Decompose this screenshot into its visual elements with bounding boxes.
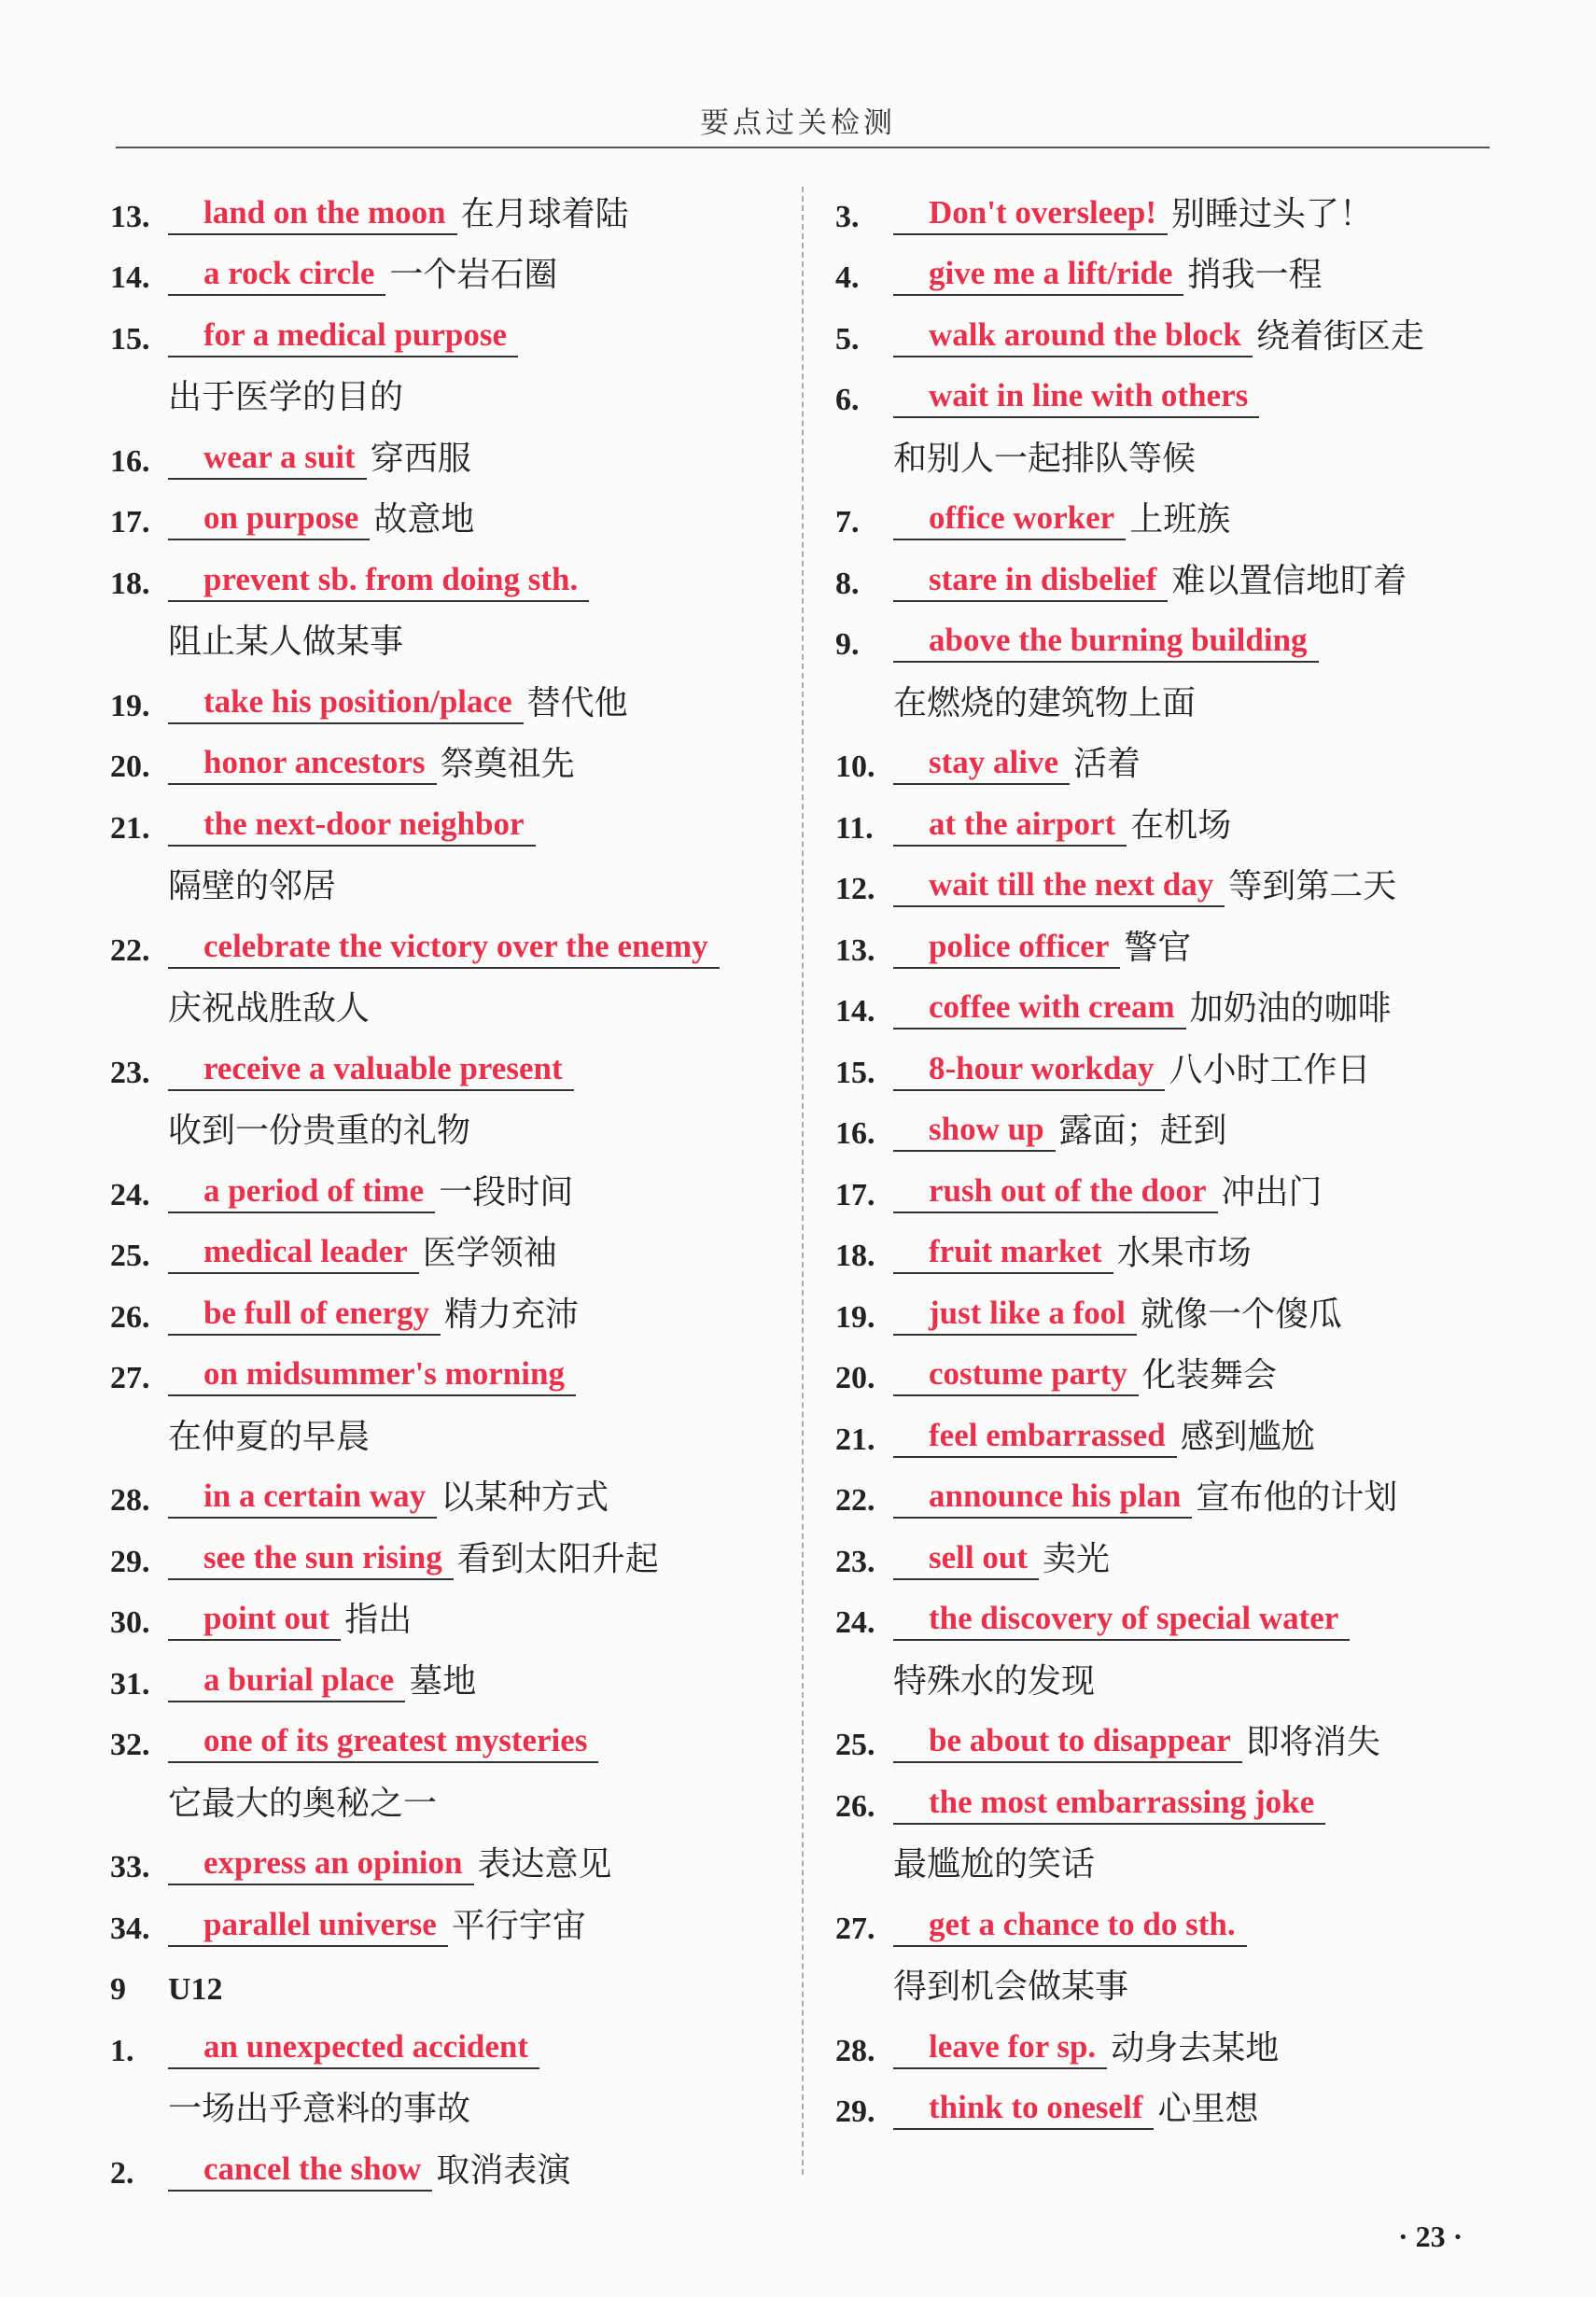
vocab-item xyxy=(110,909,801,971)
chinese-meaning: 露面；赶到 xyxy=(1058,1112,1227,1150)
item-number: 23. xyxy=(835,1544,875,1579)
item-number: 33. xyxy=(110,1850,150,1884)
answer-blank: wait till the next day xyxy=(893,866,1225,907)
chinese-meaning: 指出 xyxy=(344,1601,413,1639)
item-number: 1. xyxy=(110,2033,134,2068)
vocab-item xyxy=(110,787,801,848)
vocab-item xyxy=(110,2010,801,2071)
answer-blank: parallel universe xyxy=(168,1906,448,1947)
vocab-item xyxy=(110,1031,801,1093)
section-number: 9 xyxy=(110,1972,126,2007)
vocab-item xyxy=(835,2071,1526,2133)
answer-blank: a burial place xyxy=(168,1661,405,1702)
item-number: 25. xyxy=(110,1239,150,1273)
chinese-meaning: 精力充沛 xyxy=(444,1295,580,1334)
vocab-item xyxy=(110,298,801,359)
vocab-item xyxy=(110,2132,801,2193)
answer-blank: give me a lift/ride xyxy=(893,255,1183,296)
item-number: 11. xyxy=(835,810,874,846)
chinese-meaning: 警官 xyxy=(1124,928,1192,967)
item-number: 14. xyxy=(110,260,150,295)
item-number: 28. xyxy=(835,2033,875,2068)
item-number: 23. xyxy=(110,1055,150,1090)
answer-blank: show up xyxy=(893,1111,1056,1152)
item-number: 13. xyxy=(110,199,150,234)
item-number: 10. xyxy=(835,749,875,784)
item-number: 31. xyxy=(110,1666,150,1702)
answer-blank: get a chance to do sth. xyxy=(893,1906,1247,1947)
item-number: 4. xyxy=(835,260,860,295)
chinese-meaning: 出于医学的目的 xyxy=(168,378,404,416)
left-column xyxy=(110,175,801,2193)
chinese-meaning: 以某种方式 xyxy=(441,1478,609,1517)
chinese-meaning-line xyxy=(835,665,1526,726)
answer-blank: feel embarrassed xyxy=(893,1417,1177,1458)
vocab-item xyxy=(835,1460,1526,1521)
answer-blank: celebrate the victory over the enemy xyxy=(168,928,720,969)
chinese-meaning: 替代他 xyxy=(526,683,628,722)
vocab-item xyxy=(835,1582,1526,1644)
vocab-item xyxy=(835,298,1526,359)
vocab-item xyxy=(110,1215,801,1277)
vocab-item xyxy=(110,1460,801,1521)
header-divider xyxy=(116,147,1490,148)
answer-blank: coffee with cream xyxy=(893,988,1186,1029)
chinese-meaning: 活着 xyxy=(1073,745,1141,783)
chinese-meaning: 故意地 xyxy=(373,500,475,539)
answer-blank: wait in line with others xyxy=(893,377,1259,418)
chinese-meaning-line xyxy=(110,359,801,421)
chinese-meaning: 阻止某人做某事 xyxy=(168,623,404,661)
item-number: 3. xyxy=(835,199,860,234)
chinese-meaning: 最尴尬的笑话 xyxy=(893,1845,1096,1884)
vocab-item xyxy=(835,1704,1526,1766)
item-number: 30. xyxy=(110,1605,150,1640)
chinese-meaning: 一段时间 xyxy=(439,1172,574,1212)
item-number: 13. xyxy=(835,932,875,968)
answer-blank: take his position/place xyxy=(168,683,524,724)
chinese-meaning: 平行宇宙 xyxy=(451,1906,586,1945)
chinese-meaning: 和别人一起排队等候 xyxy=(893,439,1197,478)
chinese-meaning: 看到太阳升起 xyxy=(456,1539,659,1578)
item-number: 5. xyxy=(835,321,860,357)
chinese-meaning: 冲出门 xyxy=(1221,1172,1323,1212)
vocab-item xyxy=(835,1398,1526,1460)
answer-blank: on midsummer's morning xyxy=(168,1355,576,1396)
chinese-meaning: 穿西服 xyxy=(370,439,471,478)
chinese-meaning: 卖光 xyxy=(1042,1539,1110,1578)
answer-blank: one of its greatest mysteries xyxy=(168,1722,598,1763)
vocab-item xyxy=(110,175,801,237)
answer-blank: the discovery of special water xyxy=(893,1600,1350,1641)
page-number: · 23 · xyxy=(1398,2220,1463,2253)
chinese-meaning: 别睡过头了！ xyxy=(1170,194,1373,233)
vocab-item xyxy=(835,1154,1526,1215)
chinese-meaning: 感到尴尬 xyxy=(1180,1417,1315,1456)
vocab-item xyxy=(835,542,1526,604)
chinese-meaning-line xyxy=(835,1643,1526,1704)
answer-blank: in a certain way xyxy=(168,1478,437,1519)
chinese-meaning: 取消表演 xyxy=(436,2150,571,2190)
answer-blank: prevent sb. from doing sth. xyxy=(168,561,589,602)
item-number: 26. xyxy=(835,1788,875,1824)
item-number: 24. xyxy=(835,1605,875,1640)
answer-blank: announce his plan xyxy=(893,1478,1192,1519)
vocab-item xyxy=(835,1215,1526,1277)
right-column xyxy=(835,175,1526,2132)
item-number: 28. xyxy=(110,1483,150,1518)
answer-blank: 8-hour workday xyxy=(893,1050,1165,1091)
vocab-item xyxy=(835,726,1526,788)
chinese-meaning: 在月球着陆 xyxy=(460,194,629,233)
item-number: 20. xyxy=(110,749,150,784)
answer-blank: rush out of the door xyxy=(893,1172,1218,1213)
vocab-item xyxy=(110,726,801,788)
vocab-item xyxy=(835,1093,1526,1155)
chinese-meaning: 得到机会做某事 xyxy=(893,1968,1129,2006)
answer-blank: an unexpected accident xyxy=(168,2028,539,2069)
chinese-meaning: 化装舞会 xyxy=(1141,1356,1277,1394)
answer-blank: medical leader xyxy=(168,1233,419,1274)
vocab-item xyxy=(110,1887,801,1949)
answer-blank: above the burning building xyxy=(893,622,1319,663)
vocab-item xyxy=(110,1582,801,1644)
chinese-meaning: 一场出乎意料的事故 xyxy=(168,2090,471,2128)
vocab-item xyxy=(835,2010,1526,2071)
answer-blank: just like a fool xyxy=(893,1295,1137,1336)
answer-blank: walk around the block xyxy=(893,316,1253,357)
chinese-meaning: 难以置信地盯着 xyxy=(1171,561,1407,600)
chinese-meaning: 在机场 xyxy=(1130,805,1232,845)
item-number: 17. xyxy=(110,505,150,539)
vocab-item xyxy=(835,482,1526,543)
answer-blank: think to oneself xyxy=(893,2089,1154,2130)
vocab-item xyxy=(110,1520,801,1582)
item-number: 26. xyxy=(110,1299,150,1335)
vocab-item xyxy=(835,1031,1526,1093)
item-number: 19. xyxy=(835,1299,875,1335)
chinese-meaning: 等到第二天 xyxy=(1228,867,1397,905)
answer-blank: Don't oversleep! xyxy=(893,194,1168,235)
vocab-item xyxy=(835,175,1526,237)
chinese-meaning: 一个岩石圈 xyxy=(389,256,558,294)
item-number: 18. xyxy=(835,1239,875,1273)
item-number: 9. xyxy=(835,627,860,662)
item-number: 6. xyxy=(835,383,860,417)
answer-blank: land on the moon xyxy=(168,194,457,235)
chinese-meaning: 庆祝战胜敌人 xyxy=(168,989,371,1028)
vocab-item xyxy=(110,1827,801,1888)
chinese-meaning: 在燃烧的建筑物上面 xyxy=(893,683,1197,722)
vocab-item xyxy=(835,1765,1526,1827)
answer-blank: be full of energy xyxy=(168,1295,441,1336)
chinese-meaning: 绕着街区走 xyxy=(1255,316,1424,356)
answer-blank: be about to disappear xyxy=(893,1722,1242,1763)
section-heading xyxy=(110,1949,801,2010)
answer-blank: office worker xyxy=(893,499,1126,540)
answer-blank: point out xyxy=(168,1600,341,1641)
answer-blank: at the airport xyxy=(893,805,1127,847)
item-number: 25. xyxy=(835,1728,875,1762)
chinese-meaning: 医学领袖 xyxy=(422,1234,557,1272)
chinese-meaning: 水果市场 xyxy=(1116,1234,1252,1272)
section-label: U12 xyxy=(168,1972,223,2007)
answer-blank: on purpose xyxy=(168,499,370,540)
answer-blank: stare in disbelief xyxy=(893,561,1168,602)
vocab-item xyxy=(835,604,1526,665)
vocab-item xyxy=(110,1154,801,1215)
item-number: 7. xyxy=(835,505,860,539)
item-number: 19. xyxy=(110,688,150,723)
item-number: 18. xyxy=(110,566,150,601)
chinese-meaning-line xyxy=(110,2071,801,2133)
answer-blank: for a medical purpose xyxy=(168,316,518,357)
chinese-meaning: 表达意见 xyxy=(477,1845,612,1884)
vocab-item xyxy=(835,971,1526,1032)
chinese-meaning: 它最大的奥秘之一 xyxy=(168,1784,438,1823)
answer-blank: fruit market xyxy=(893,1233,1113,1274)
item-number: 29. xyxy=(835,2094,875,2129)
column-divider xyxy=(802,187,804,2175)
vocab-item xyxy=(835,1887,1526,1949)
chinese-meaning: 即将消失 xyxy=(1245,1723,1380,1761)
answer-blank: cancel the show xyxy=(168,2150,432,2192)
item-number: 17. xyxy=(835,1177,875,1212)
answer-blank: honor ancestors xyxy=(168,744,437,785)
chinese-meaning-line xyxy=(835,1827,1526,1888)
chinese-meaning: 收到一份贵重的礼物 xyxy=(168,1112,471,1150)
vocab-item xyxy=(110,237,801,299)
page-header-title: 要点过关检测 xyxy=(700,106,896,140)
vocab-item xyxy=(110,1643,801,1704)
vocab-item xyxy=(835,1520,1526,1582)
answer-blank: sell out xyxy=(893,1539,1039,1580)
chinese-meaning-line xyxy=(835,1949,1526,2010)
chinese-meaning: 特殊水的发现 xyxy=(893,1661,1096,1701)
item-number: 21. xyxy=(835,1422,875,1457)
answer-blank: a rock circle xyxy=(168,255,385,296)
answer-blank: a period of time xyxy=(168,1172,435,1213)
item-number: 15. xyxy=(835,1055,875,1090)
vocab-item xyxy=(835,359,1526,421)
answer-blank: the most embarrassing joke xyxy=(893,1784,1325,1825)
item-number: 16. xyxy=(835,1116,875,1151)
answer-blank: stay alive xyxy=(893,744,1070,785)
chinese-meaning-line xyxy=(110,848,801,910)
vocab-item xyxy=(110,1704,801,1766)
chinese-meaning-line xyxy=(110,1398,801,1460)
vocab-item xyxy=(835,787,1526,848)
chinese-meaning: 隔壁的邻居 xyxy=(168,867,337,905)
answer-blank: leave for sp. xyxy=(893,2028,1107,2069)
chinese-meaning-line xyxy=(110,1765,801,1827)
vocab-item xyxy=(110,1276,801,1338)
chinese-meaning: 祭奠祖先 xyxy=(440,745,575,783)
item-number: 16. xyxy=(110,443,150,479)
chinese-meaning: 墓地 xyxy=(409,1661,477,1701)
chinese-meaning-line xyxy=(110,971,801,1032)
item-number: 27. xyxy=(110,1361,150,1395)
answer-blank: express an opinion xyxy=(168,1844,474,1885)
chinese-meaning-line xyxy=(835,420,1526,482)
vocab-item xyxy=(835,909,1526,971)
chinese-meaning: 宣布他的计划 xyxy=(1196,1478,1398,1517)
vocab-item xyxy=(110,420,801,482)
item-number: 8. xyxy=(835,566,860,601)
item-number: 2. xyxy=(110,2155,134,2191)
chinese-meaning-line xyxy=(110,1093,801,1155)
vocab-item xyxy=(835,237,1526,299)
chinese-meaning: 在仲夏的早晨 xyxy=(168,1417,371,1456)
vocab-item xyxy=(110,482,801,543)
item-number: 12. xyxy=(835,872,875,906)
item-number: 20. xyxy=(835,1361,875,1395)
item-number: 22. xyxy=(110,932,150,968)
vocab-item xyxy=(110,665,801,726)
chinese-meaning: 捎我一程 xyxy=(1187,256,1323,294)
item-number: 24. xyxy=(110,1177,150,1212)
chinese-meaning: 八小时工作日 xyxy=(1169,1050,1371,1089)
vocab-item xyxy=(110,1338,801,1399)
vocab-item xyxy=(110,542,801,604)
answer-blank: see the sun rising xyxy=(168,1539,454,1580)
vocab-item xyxy=(835,1276,1526,1338)
answer-blank: wear a suit xyxy=(168,439,367,480)
answer-blank: receive a valuable present xyxy=(168,1050,574,1091)
answer-blank: the next-door neighbor xyxy=(168,805,536,847)
item-number: 14. xyxy=(835,994,875,1029)
item-number: 27. xyxy=(835,1911,875,1946)
item-number: 29. xyxy=(110,1544,150,1579)
chinese-meaning: 就像一个傻瓜 xyxy=(1140,1295,1342,1334)
item-number: 21. xyxy=(110,810,150,846)
chinese-meaning: 上班族 xyxy=(1129,500,1231,539)
chinese-meaning-line xyxy=(110,604,801,665)
answer-blank: costume party xyxy=(893,1355,1139,1396)
chinese-meaning: 心里想 xyxy=(1157,2090,1259,2128)
vocab-item xyxy=(835,848,1526,910)
chinese-meaning: 动身去某地 xyxy=(1111,2028,1280,2067)
item-number: 32. xyxy=(110,1728,150,1762)
answer-blank: police officer xyxy=(893,928,1120,969)
item-number: 34. xyxy=(110,1911,150,1946)
item-number: 22. xyxy=(835,1483,875,1518)
vocab-item xyxy=(835,1338,1526,1399)
item-number: 15. xyxy=(110,321,150,357)
chinese-meaning: 加奶油的咖啡 xyxy=(1189,989,1392,1028)
